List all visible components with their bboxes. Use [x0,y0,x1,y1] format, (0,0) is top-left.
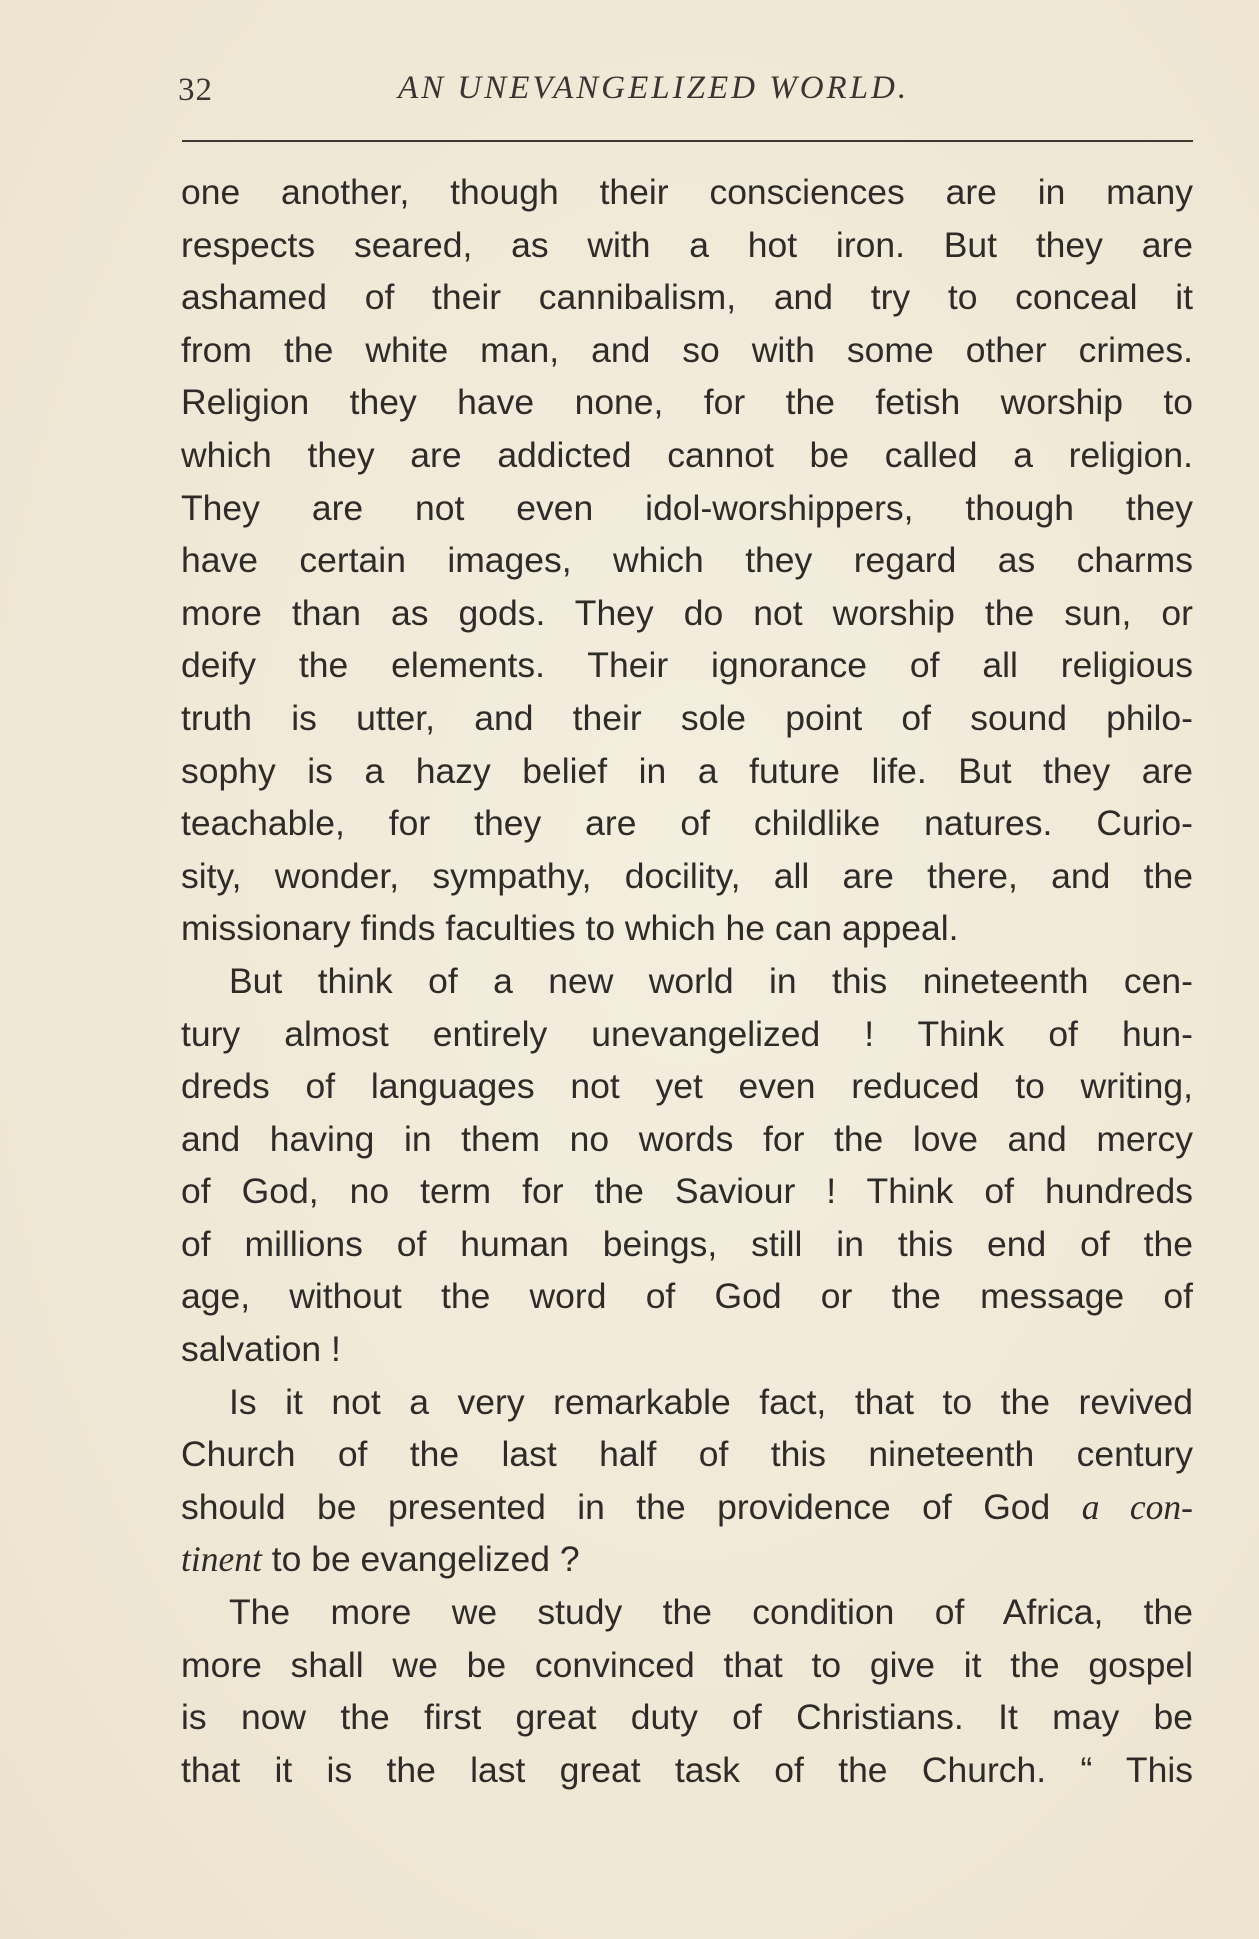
text-line: age, without the word of God or the message of [181,1276,1193,1317]
body-text [181,166,1193,1796]
text-line: ashamed of their cannibalism, and try to conceal it [181,277,1193,318]
text-line: respects seared, as with a hot iron. But they are [181,224,1193,265]
text-line: is now the first great duty of Christians. It may be [181,1697,1193,1738]
text-line: tury almost entirely unevangelized ! Think of hun- [181,1013,1193,1054]
text-line: deify the elements. Their ignorance of all religious [181,645,1193,686]
text-line: The more we study the condition of Africa, the [229,1592,1193,1633]
text-line: But think of a new world in this nineteenth cen- [229,960,1193,1001]
italic-phrase: a con- [1081,1486,1193,1527]
text-line: sophy is a hazy belief in a future life. But they are [181,750,1193,791]
text-line: and having in them no words for the love and mercy [181,1118,1193,1159]
text-line: Church of the last half of this nineteenth century [181,1434,1193,1475]
text-line: teachable, for they are of childlike natures. Curio- [181,803,1193,844]
text-line: Is it not a very remarkable fact, that to the revived [229,1381,1193,1422]
text-segment: to be evangelized ? [271,1539,580,1580]
header-rule [182,140,1193,142]
text-line: sity, wonder, sympathy, docility, all are there, and the [181,855,1193,896]
text-line: of God, no term for the Saviour ! Think of hundreds [181,1171,1193,1212]
text-line: from the white man, and so with some other crimes. [181,329,1193,370]
text-line: missionary finds faculties to which he can appeal. [181,908,959,949]
text-line: which they are addicted cannot be called a religion. [181,434,1193,475]
text-line: truth is utter, and their sole point of sound philo- [181,697,1193,738]
page-header [178,64,1193,114]
text-line [181,1533,1193,1586]
text-line: They are not even idol-worshippers, though they [181,487,1193,528]
text-line: more shall we be convinced that to give it the gospel [181,1644,1193,1685]
text-line: salvation ! [181,1329,341,1370]
text-line [181,1481,1193,1534]
text-line: have certain images, which they regard as charms [181,540,1193,581]
text-line: dreds of languages not yet even reduced to writing, [181,1066,1193,1107]
text-segment: should be presented in the providence of God [181,1486,1051,1527]
text-line: more than as gods. They do not worship the sun, or [181,592,1193,633]
text-line: Religion they have none, for the fetish worship to [181,382,1193,423]
text-line: that it is the last great task of the Church. “ This [181,1749,1193,1790]
text-line: of millions of human beings, still in this end of the [181,1223,1193,1264]
italic-phrase: tinent [181,1539,262,1580]
page-number: 32 [178,72,213,108]
text-line: one another, though their consciences are in many [181,172,1193,212]
running-title: AN UNEVANGELIZED WORLD. [398,70,910,106]
